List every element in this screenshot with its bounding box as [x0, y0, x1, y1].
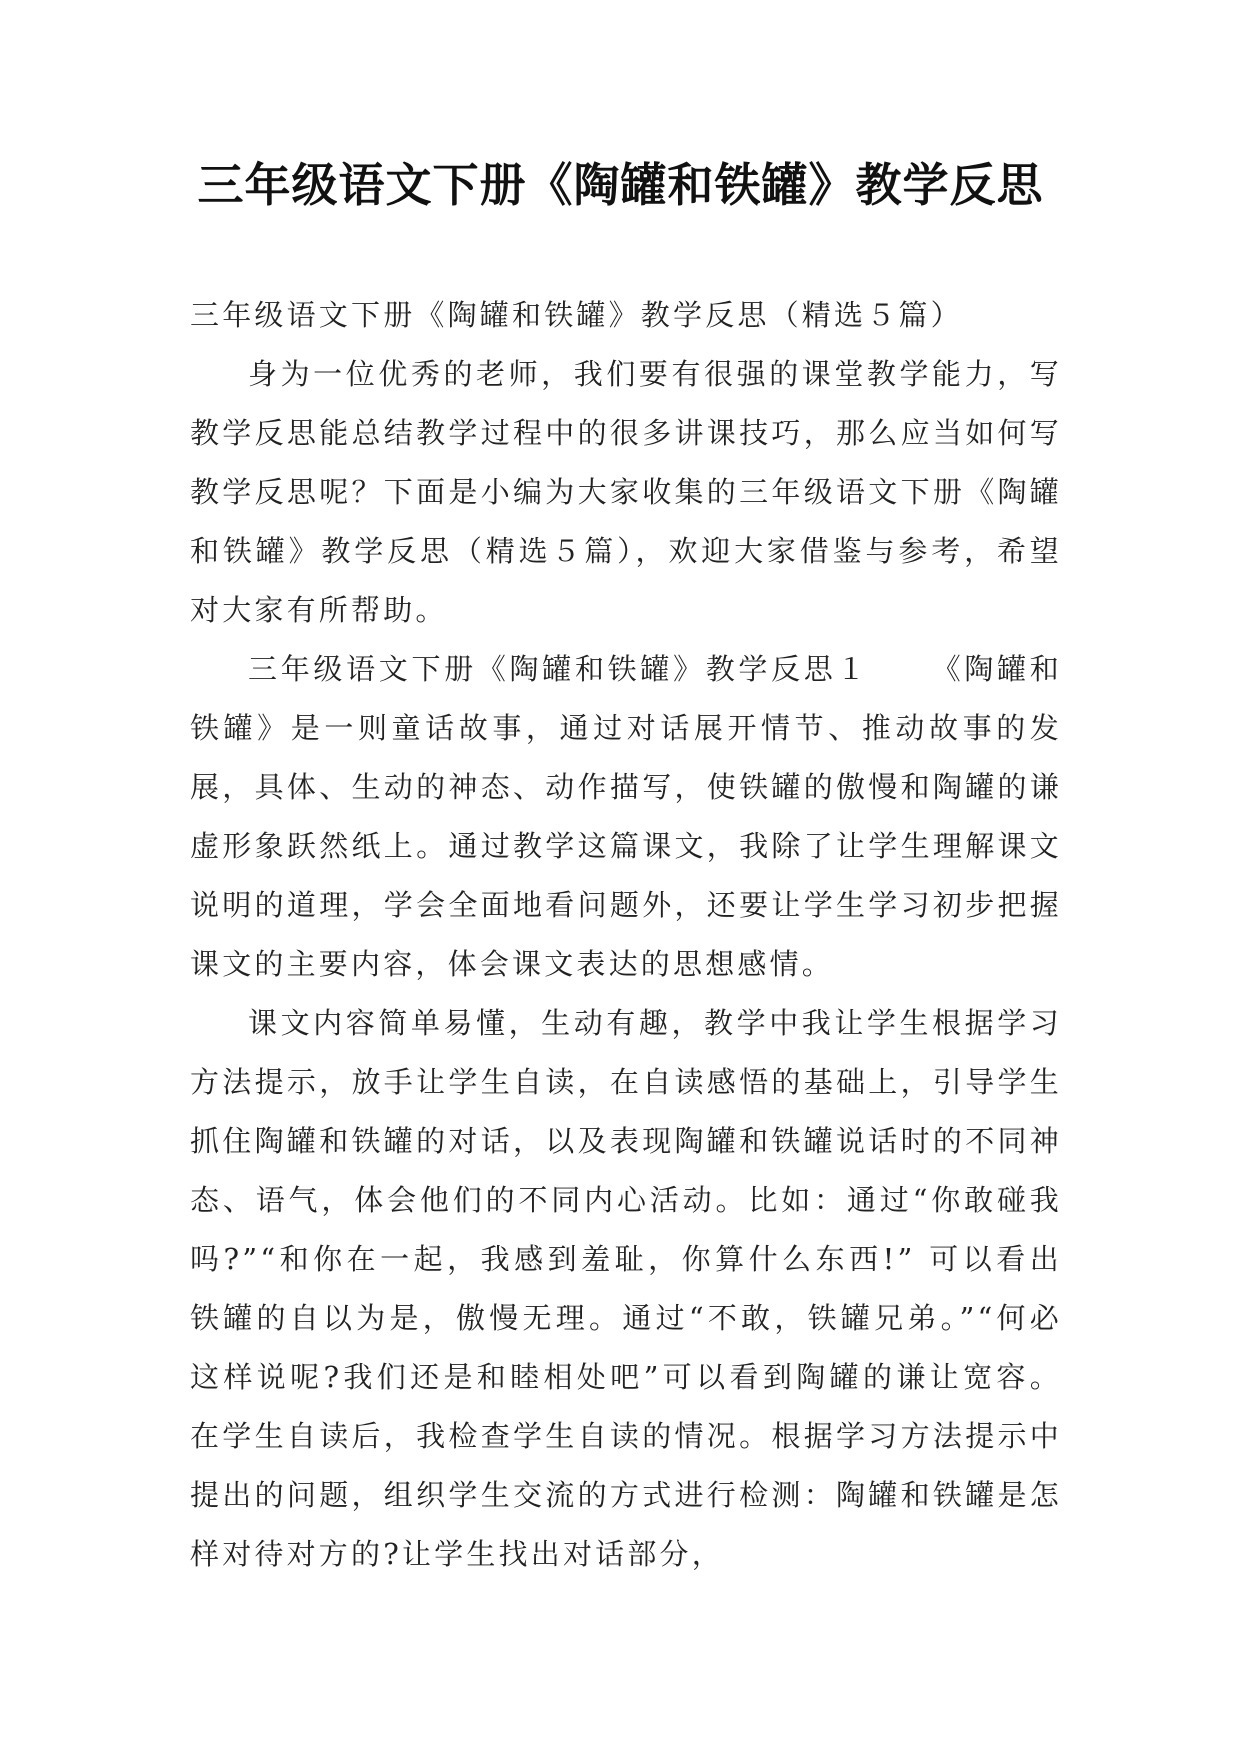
section-1-paragraph — [190, 640, 1062, 994]
document-title: 三年级语文下册《陶罐和铁罐》教学反思 — [197, 158, 1044, 212]
section-1-text: 《陶罐和铁罐》是一则童话故事，通过对话展开情节、推动故事的发展，具体、生动的神态、动作描写，使铁罐的傲慢和陶罐的谦虚形象跃然纸上。通过教学这篇课文，我除了让学生理解课文说明的道理，学会全面地看问题外，还要让学生学习初步把握课文的主要内容，体会课文表达的思想感情。 — [190, 652, 1062, 981]
section-1-heading: 三年级语文下册《陶罐和铁罐》教学反思１ — [248, 652, 870, 686]
paragraph-2: 课文内容简单易懂，生动有趣，教学中我让学生根据学习方法提示，放手让学生自读，在自读感悟的基础上，引导学生抓住陶罐和铁罐的对话，以及表现陶罐和铁罐说话时的不同神态、语气，体会他们的不同内心活动。比如：通过“你敢碰我吗?”“和你在一起，我感到羞耻，你算什么东西!” 可以看出铁罐的自以为是，傲慢无理。通过“不敢，铁罐兄弟。”“何必这样说呢?我们还是和睦相处吧”可以看到陶罐的谦让宽容。在学生自读后，我检查学生自读的情况。根据学习方法提示中提出的问题，组织学生交流的方式进行检测：陶罐和铁罐是怎样对待对方的?让学生找出对话部分， — [190, 1006, 1062, 1571]
document-body — [190, 286, 1062, 1584]
intro-paragraph: 身为一位优秀的老师，我们要有很强的课堂教学能力，写教学反思能总结教学过程中的很多讲课技巧，那么应当如何写教学反思呢？下面是小编为大家收集的三年级语文下册《陶罐和铁罐》教学反思（精选５篇），欢迎大家借鉴与参考，希望对大家有所帮助。 — [190, 357, 1062, 627]
document-subtitle: 三年级语文下册《陶罐和铁罐》教学反思（精选５篇） — [190, 298, 963, 332]
